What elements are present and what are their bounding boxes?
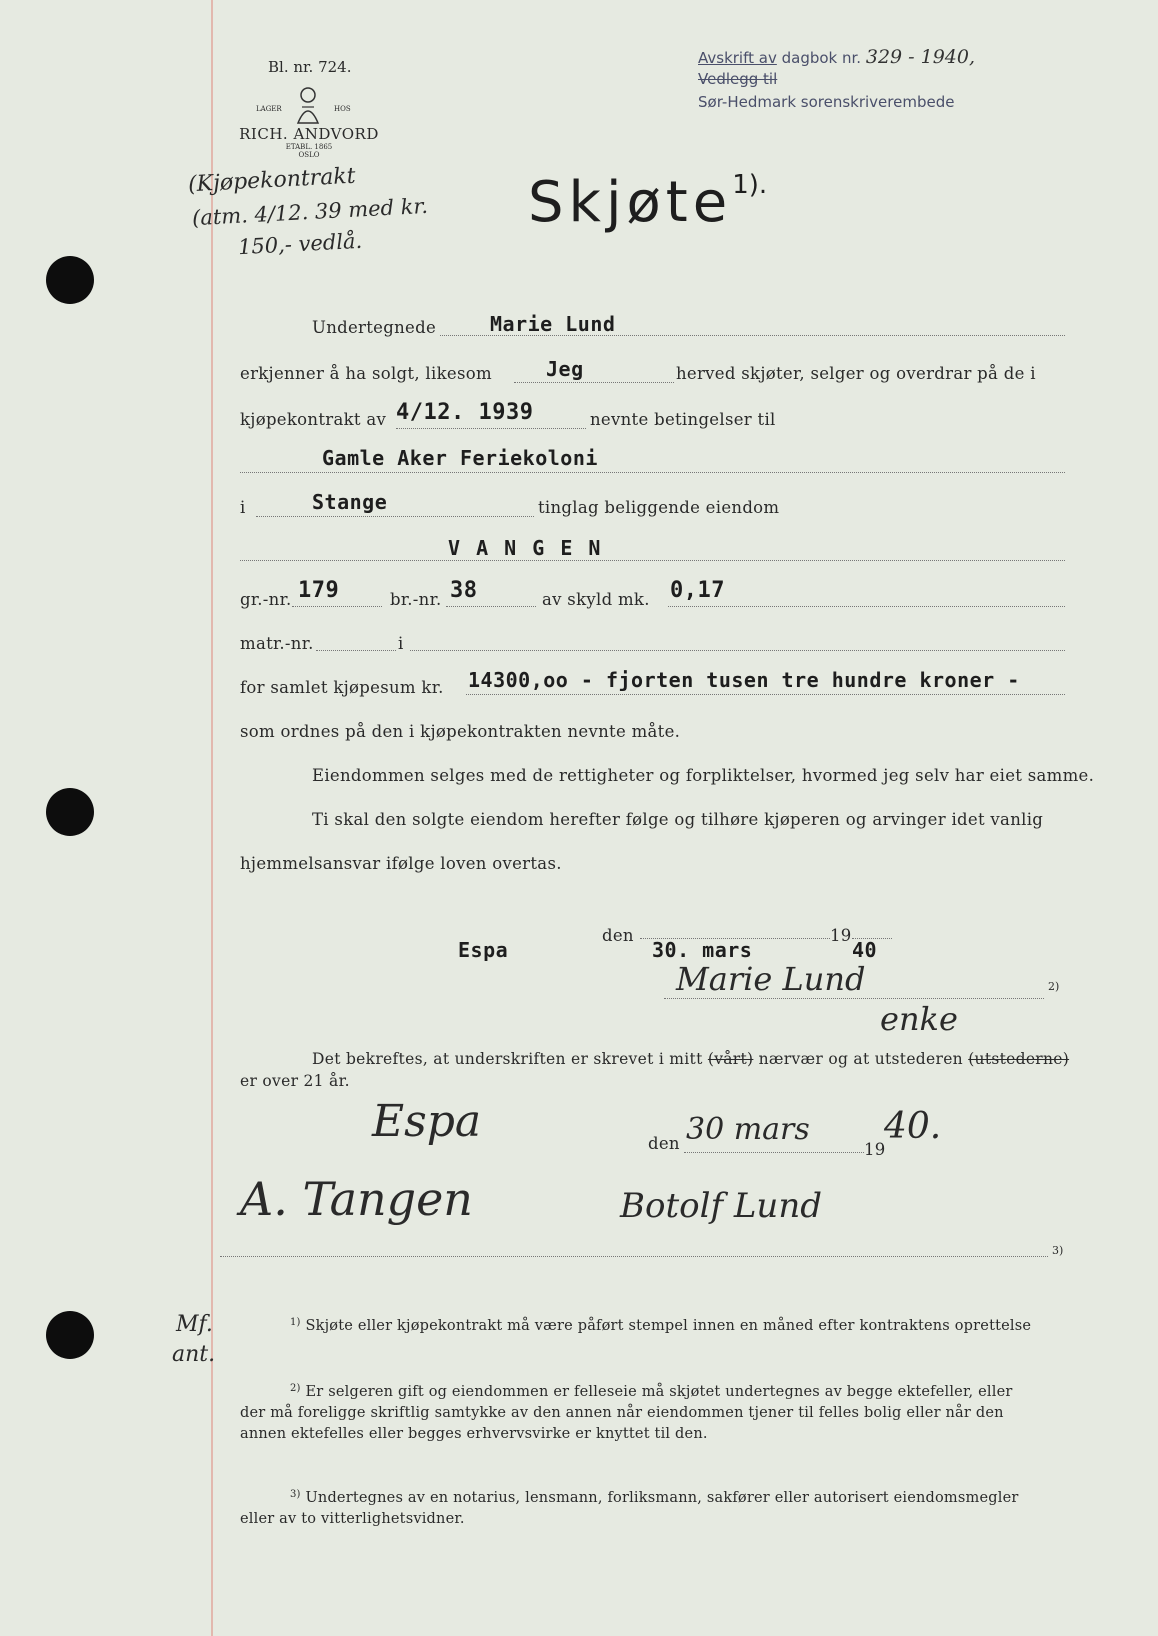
margin-note-line3: 150,- vedlå.: [237, 228, 363, 260]
publisher-small-left: LAGER: [256, 105, 282, 113]
page-title: [528, 170, 767, 235]
witness-age-line: er over 21 år.: [240, 1072, 350, 1090]
property-name: V A N G E N: [448, 536, 603, 560]
matrnr-label: matr.-nr.: [240, 634, 314, 653]
publisher-name: RICH. ANDVORD: [239, 125, 379, 143]
skyld-value: 0,17: [670, 578, 725, 603]
side-note-line1: Mf.: [176, 1312, 213, 1337]
footnote-2: [240, 1378, 1013, 1445]
grnr-label: gr.-nr.: [240, 590, 292, 609]
skyld-label: av skyld mk.: [542, 590, 650, 609]
purchase-sum: 14300,oo - fjorten tusen tre hundre kroner -: [468, 668, 1020, 692]
seller-signature: Marie Lund: [676, 960, 866, 998]
matr-i-label: i: [398, 634, 404, 653]
i-label: i: [240, 498, 246, 517]
undertegnede-label: Undertegnede: [312, 318, 437, 337]
form-number: Bl. nr. 724.: [268, 58, 352, 76]
tinglag-name: Stange: [312, 490, 388, 514]
seller-name: Marie Lund: [490, 312, 616, 336]
witness-place: Espa: [372, 1096, 482, 1147]
grnr-value: 179: [298, 578, 340, 603]
title-text: Skjøte: [528, 170, 733, 235]
publisher-city: OSLO: [298, 151, 320, 159]
footnote-3-line2: eller av to vitterlighetsvidner.: [240, 1511, 465, 1527]
brnr-label: br.-nr.: [390, 590, 442, 609]
footnote-ref-2: 2): [1048, 980, 1060, 993]
para1: Eiendommen selges med de rettigheter og forpliktelser, hvormed jeg selv har eiet samme.: [312, 766, 1095, 785]
stamp-line1: [698, 46, 975, 68]
witness-text-b: nærvær og at utstederen: [758, 1050, 963, 1068]
brnr-value: 38: [450, 578, 478, 603]
sum-label: for samlet kjøpesum kr.: [240, 678, 444, 697]
erkjenner-label: erkjenner å ha solgt, likesom: [240, 364, 492, 383]
witness-date: 30 mars: [686, 1112, 810, 1147]
para2-line2: hjemmelsansvar ifølge loven overtas.: [240, 854, 562, 873]
witness-year-suffix: 40.: [884, 1106, 942, 1147]
stamp-vedlegg: Vedlegg til: [698, 70, 778, 88]
buyer-name: Gamle Aker Feriekoloni: [322, 446, 598, 470]
signature-note: enke: [880, 1000, 958, 1038]
footnote-3-line1: Undertegnes av en notarius, lensmann, forliksmann, sakfører eller autorisert eiendomsmegler: [305, 1490, 1019, 1506]
footnote-1: [290, 1312, 1031, 1337]
footnote-ref-3: 3): [1052, 1244, 1064, 1257]
kjopekontrakt-label: kjøpekontrakt av: [240, 410, 387, 429]
footnote-2-line1: Er selgeren gift og eiendommen er felleseie må skjøtet undertegnes av begge ektefeller, eller: [305, 1384, 1013, 1400]
margin-note-line1: (Kjøpekontrakt: [187, 163, 357, 198]
witness-text-a: Det bekreftes, at underskriften er skrevet i mitt: [312, 1050, 703, 1068]
footnote-1-mark: 1): [290, 1317, 301, 1328]
stamp-avskrift: Avskrift av: [698, 49, 777, 67]
contract-date: 4/12. 1939: [396, 400, 534, 425]
ordnes-text: som ordnes på den i kjøpekontrakten nevnte måte.: [240, 722, 681, 741]
footnote-3: [240, 1484, 1019, 1530]
publisher-small-right: HOS: [334, 105, 351, 113]
margin-note-line2: (atm. 4/12. 39 med kr.: [191, 193, 429, 231]
publisher-etabl: ETABL. 1865: [285, 143, 333, 151]
witness-signature-1: A. Tangen: [240, 1172, 473, 1226]
witness-text: [312, 1050, 1069, 1068]
side-note-line2: ant.: [172, 1342, 216, 1367]
signing-place: Espa: [458, 938, 509, 962]
witness-struck-utstederne: (utstederne): [968, 1050, 1070, 1068]
signing-year-prefix: 19: [830, 926, 852, 945]
punch-hole-middle: [46, 788, 94, 836]
witness-year-prefix: 19: [864, 1140, 886, 1159]
publisher-logo: [234, 85, 384, 163]
seller-pronoun: Jeg: [546, 357, 584, 381]
footnote-2-line3: annen ektefelles eller begges erhvervsvirke er knyttet til den.: [240, 1426, 708, 1442]
signing-den-label: den: [602, 926, 634, 945]
witness-signature-2: Botolf Lund: [620, 1186, 822, 1226]
footnote-2-line2: der må foreligge skriftlig samtykke av den annen når eiendommen tjener til felles bolig eller når den: [240, 1405, 1004, 1421]
margin-rule: [211, 0, 213, 1636]
title-footnote-mark: 1).: [732, 170, 768, 200]
witness-den-label: den: [648, 1134, 680, 1153]
herved-label: herved skjøter, selger og overdrar på de i: [676, 364, 1036, 383]
witness-struck-vart: (vårt): [707, 1050, 754, 1068]
footnote-3-mark: 3): [290, 1489, 301, 1500]
punch-hole-top: [46, 256, 94, 304]
publisher-emblem-icon: [292, 85, 324, 125]
signing-date: 30. mars: [652, 938, 753, 962]
stamp-dagbok-number: 329 - 1940,: [865, 46, 976, 68]
footnote-1-text: Skjøte eller kjøpekontrakt må være påført stempel innen en måned efter kontraktens oprettelse: [305, 1318, 1032, 1334]
footnote-2-mark: 2): [290, 1383, 301, 1394]
para2-line1: Ti skal den solgte eiendom herefter følge og tilhøre kjøperen og arvinger idet vanlig: [312, 810, 1044, 829]
tinglag-label: tinglag beliggende eiendom: [538, 498, 780, 517]
stamp-dagbok: dagbok nr.: [781, 49, 862, 67]
signing-year-suffix: 40: [852, 938, 878, 962]
punch-hole-bottom: [46, 1311, 94, 1359]
stamp-court: Sør-Hedmark sorenskriverembede: [698, 93, 955, 111]
nevnte-label: nevnte betingelser til: [590, 410, 776, 429]
